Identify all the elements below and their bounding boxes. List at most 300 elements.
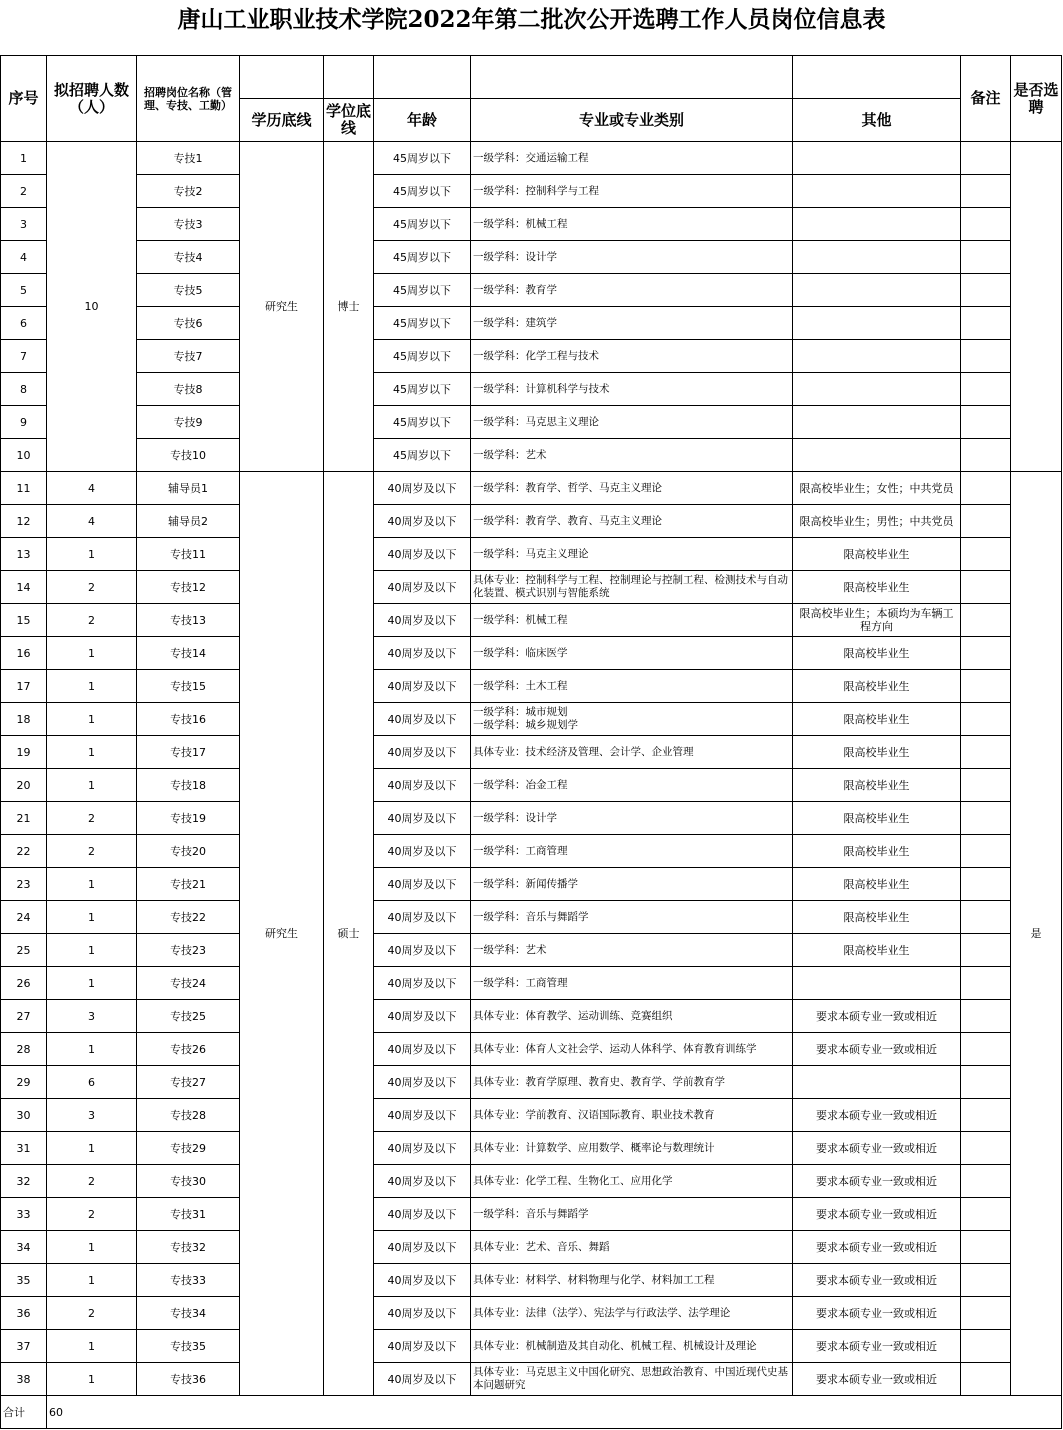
row-count: 1: [47, 901, 137, 934]
row-seq: 27: [1, 1000, 47, 1033]
row-seq: 14: [1, 571, 47, 604]
row-other: 要求本硕专业一致或相近: [793, 1099, 961, 1132]
row-age: 40周岁及以下: [374, 703, 471, 736]
row-seq: 26: [1, 967, 47, 1000]
row-seq: 23: [1, 868, 47, 901]
row-other: 限高校毕业生: [793, 769, 961, 802]
table-row: [1, 967, 1062, 1000]
table-row: [1, 208, 1062, 241]
table-row: [1, 1330, 1062, 1363]
row-count: 1: [47, 868, 137, 901]
row-other: [793, 274, 961, 307]
row-other: 要求本硕专业一致或相近: [793, 1297, 961, 1330]
row-note: [961, 835, 1011, 868]
row-count: 1: [47, 1264, 137, 1297]
row-count: 1: [47, 703, 137, 736]
row-age: 45周岁以下: [374, 373, 471, 406]
row-age: 40周岁及以下: [374, 670, 471, 703]
row-major: 一级学科：土木工程: [471, 670, 793, 703]
row-count: 1: [47, 1363, 137, 1396]
header-age: 年龄: [374, 99, 471, 142]
row-count: 2: [47, 802, 137, 835]
table-row: [1, 670, 1062, 703]
row-note: [961, 175, 1011, 208]
row-seq: 1: [1, 142, 47, 175]
row-major: 具体专业：体育人文社会学、运动人体科学、体育教育训练学: [471, 1033, 793, 1066]
row-other: 限高校毕业生；女性；中共党员: [793, 472, 961, 505]
row-position: 专技2: [137, 175, 240, 208]
header-other: 其他: [793, 99, 961, 142]
row-age: 40周岁及以下: [374, 835, 471, 868]
row-age: 40周岁及以下: [374, 1330, 471, 1363]
row-position: 专技32: [137, 1231, 240, 1264]
row-note: [961, 406, 1011, 439]
row-major: 一级学科：临床医学: [471, 637, 793, 670]
row-seq: 11: [1, 472, 47, 505]
row-position: 专技36: [137, 1363, 240, 1396]
header-blank-cell: [324, 56, 374, 99]
row-seq: 34: [1, 1231, 47, 1264]
row-count: 1: [47, 967, 137, 1000]
row-count: 1: [47, 1132, 137, 1165]
header-row-top: [1, 56, 1062, 99]
row-major: 具体专业：技术经济及管理、会计学、企业管理: [471, 736, 793, 769]
total-value: 60: [47, 1396, 1062, 1429]
row-other: 要求本硕专业一致或相近: [793, 1033, 961, 1066]
row-seq: 38: [1, 1363, 47, 1396]
row-other: [793, 241, 961, 274]
header-edu: 学历底线: [240, 99, 324, 142]
row-age: 45周岁以下: [374, 208, 471, 241]
row-seq: 7: [1, 340, 47, 373]
row-age: 40周岁及以下: [374, 967, 471, 1000]
table-row: [1, 1132, 1062, 1165]
row-major: 具体专业：学前教育、汉语国际教育、职业技术教育: [471, 1099, 793, 1132]
row-major: 一级学科：马克主义理论: [471, 538, 793, 571]
table-row: [1, 835, 1062, 868]
row-position: 专技26: [137, 1033, 240, 1066]
row-note: [961, 1330, 1011, 1363]
row-note: [961, 1099, 1011, 1132]
row-other: [793, 208, 961, 241]
row-age: 40周岁及以下: [374, 637, 471, 670]
row-other: [793, 1066, 961, 1099]
row-note: [961, 703, 1011, 736]
row-count: 1: [47, 1033, 137, 1066]
row-major: 具体专业：体育教学、运动训练、竞赛组织: [471, 1000, 793, 1033]
row-seq: 6: [1, 307, 47, 340]
row-major: 一级学科：音乐与舞蹈学: [471, 1198, 793, 1231]
row-seq: 21: [1, 802, 47, 835]
row-count: 1: [47, 637, 137, 670]
table-row: [1, 1099, 1062, 1132]
row-age: 40周岁及以下: [374, 1132, 471, 1165]
row-other: 要求本硕专业一致或相近: [793, 1000, 961, 1033]
row-age: 45周岁以下: [374, 406, 471, 439]
row-age: 40周岁及以下: [374, 934, 471, 967]
row-major: 一级学科：建筑学: [471, 307, 793, 340]
row-seq: 12: [1, 505, 47, 538]
row-note: [961, 505, 1011, 538]
row-position: 专技6: [137, 307, 240, 340]
row-age: 40周岁及以下: [374, 1297, 471, 1330]
row-count: 1: [47, 538, 137, 571]
table-row: [1, 175, 1062, 208]
row-position: 辅导员2: [137, 505, 240, 538]
row-count: 1: [47, 1330, 137, 1363]
table-row: [1, 1231, 1062, 1264]
row-position: 专技23: [137, 934, 240, 967]
row-other: 限高校毕业生: [793, 736, 961, 769]
row-seq: 32: [1, 1165, 47, 1198]
row-major: 具体专业：马克思主义中国化研究、思想政治教育、中国近现代史基本问题研究: [471, 1363, 793, 1396]
row-seq: 33: [1, 1198, 47, 1231]
row-other: 限高校毕业生；本硕均为车辆工程方向: [793, 604, 961, 637]
row-major: 具体专业：艺术、音乐、舞蹈: [471, 1231, 793, 1264]
row-position: 专技18: [137, 769, 240, 802]
row-seq: 30: [1, 1099, 47, 1132]
row-other: 限高校毕业生: [793, 538, 961, 571]
row-major: 具体专业：机械制造及其自动化、机械工程、机械设计及理论: [471, 1330, 793, 1363]
row-note: [961, 934, 1011, 967]
row-other: [793, 340, 961, 373]
row-seq: 17: [1, 670, 47, 703]
row-other: 要求本硕专业一致或相近: [793, 1165, 961, 1198]
row-seq: 3: [1, 208, 47, 241]
row-other: 限高校毕业生: [793, 703, 961, 736]
row-seq: 13: [1, 538, 47, 571]
edu-group-master: 研究生: [240, 472, 324, 1396]
row-position: 专技7: [137, 340, 240, 373]
row-major: 一级学科：冶金工程: [471, 769, 793, 802]
row-position: 专技33: [137, 1264, 240, 1297]
row-position: 专技1: [137, 142, 240, 175]
row-other: 限高校毕业生: [793, 670, 961, 703]
row-major: 具体专业：材料学、材料物理与化学、材料加工工程: [471, 1264, 793, 1297]
row-age: 40周岁及以下: [374, 1033, 471, 1066]
row-seq: 10: [1, 439, 47, 472]
row-note: [961, 340, 1011, 373]
row-major: 一级学科：交通运输工程: [471, 142, 793, 175]
row-position: 专技3: [137, 208, 240, 241]
row-count: 2: [47, 1297, 137, 1330]
header-blank-cell: [374, 56, 471, 99]
row-age: 40周岁及以下: [374, 571, 471, 604]
table-row: [1, 1264, 1062, 1297]
row-seq: 8: [1, 373, 47, 406]
row-seq: 9: [1, 406, 47, 439]
row-count: 6: [47, 1066, 137, 1099]
recruitment-table: [0, 55, 1062, 1429]
table-row: [1, 142, 1062, 175]
row-position: 专技5: [137, 274, 240, 307]
table-row: [1, 505, 1062, 538]
row-age: 45周岁以下: [374, 241, 471, 274]
row-position: 专技24: [137, 967, 240, 1000]
table-row: [1, 1000, 1062, 1033]
row-major: 一级学科：机械工程: [471, 604, 793, 637]
row-seq: 4: [1, 241, 47, 274]
row-note: [961, 604, 1011, 637]
row-age: 45周岁以下: [374, 142, 471, 175]
row-note: [961, 1198, 1011, 1231]
row-major: 一级学科：工商管理: [471, 835, 793, 868]
row-age: 40周岁及以下: [374, 538, 471, 571]
row-position: 专技15: [137, 670, 240, 703]
row-note: [961, 142, 1011, 175]
row-age: 40周岁及以下: [374, 1066, 471, 1099]
table-row: [1, 571, 1062, 604]
row-major: 一级学科：新闻传播学: [471, 868, 793, 901]
row-seq: 29: [1, 1066, 47, 1099]
row-count: 2: [47, 1165, 137, 1198]
row-position: 专技31: [137, 1198, 240, 1231]
row-major: 一级学科：音乐与舞蹈学: [471, 901, 793, 934]
row-note: [961, 736, 1011, 769]
select-group-master: 是: [1011, 472, 1062, 1396]
row-seq: 31: [1, 1132, 47, 1165]
row-other: 限高校毕业生；男性；中共党员: [793, 505, 961, 538]
row-note: [961, 241, 1011, 274]
row-note: [961, 1165, 1011, 1198]
row-note: [961, 901, 1011, 934]
table-row: [1, 1066, 1062, 1099]
row-age: 45周岁以下: [374, 340, 471, 373]
row-count: 1: [47, 1231, 137, 1264]
row-seq: 19: [1, 736, 47, 769]
table-row: [1, 901, 1062, 934]
row-age: 40周岁及以下: [374, 1165, 471, 1198]
row-count: 1: [47, 670, 137, 703]
row-seq: 20: [1, 769, 47, 802]
row-note: [961, 637, 1011, 670]
row-note: [961, 571, 1011, 604]
table-row: [1, 736, 1062, 769]
row-note: [961, 1066, 1011, 1099]
table-row: [1, 1297, 1062, 1330]
row-other: 要求本硕专业一致或相近: [793, 1363, 961, 1396]
table-row: [1, 769, 1062, 802]
row-note: [961, 868, 1011, 901]
row-note: [961, 274, 1011, 307]
row-seq: 36: [1, 1297, 47, 1330]
row-seq: 22: [1, 835, 47, 868]
table-row: [1, 439, 1062, 472]
row-major: 一级学科：艺术: [471, 439, 793, 472]
table-row: [1, 802, 1062, 835]
row-seq: 25: [1, 934, 47, 967]
row-other: 要求本硕专业一致或相近: [793, 1231, 961, 1264]
row-age: 40周岁及以下: [374, 901, 471, 934]
row-age: 40周岁及以下: [374, 1000, 471, 1033]
row-other: [793, 439, 961, 472]
row-note: [961, 1000, 1011, 1033]
row-major: 一级学科：城市规划 一级学科：城乡规划学: [471, 703, 793, 736]
row-other: 限高校毕业生: [793, 571, 961, 604]
row-major: 一级学科：艺术: [471, 934, 793, 967]
row-count: 2: [47, 604, 137, 637]
row-note: [961, 1363, 1011, 1396]
row-age: 40周岁及以下: [374, 868, 471, 901]
row-seq: 15: [1, 604, 47, 637]
row-age: 40周岁及以下: [374, 1264, 471, 1297]
table-row: [1, 340, 1062, 373]
row-seq: 24: [1, 901, 47, 934]
table-row: [1, 1165, 1062, 1198]
row-position: 专技27: [137, 1066, 240, 1099]
row-age: 40周岁及以下: [374, 802, 471, 835]
row-position: 专技19: [137, 802, 240, 835]
table-row: [1, 373, 1062, 406]
row-position: 专技13: [137, 604, 240, 637]
row-other: 限高校毕业生: [793, 637, 961, 670]
row-position: 专技10: [137, 439, 240, 472]
row-note: [961, 538, 1011, 571]
row-age: 40周岁及以下: [374, 505, 471, 538]
table-row: [1, 472, 1062, 505]
count-group-phd: 10: [47, 142, 137, 472]
row-other: 限高校毕业生: [793, 835, 961, 868]
row-major: 具体专业：控制科学与工程、控制理论与控制工程、检测技术与自动化装置、模式识别与智能系统: [471, 571, 793, 604]
row-other: 要求本硕专业一致或相近: [793, 1132, 961, 1165]
row-note: [961, 967, 1011, 1000]
row-position: 专技29: [137, 1132, 240, 1165]
page-title: 唐山工业职业技术学院2022年第二批次公开选聘工作人员岗位信息表: [177, 6, 886, 33]
row-count: 1: [47, 736, 137, 769]
row-position: 专技8: [137, 373, 240, 406]
row-note: [961, 307, 1011, 340]
row-position: 专技11: [137, 538, 240, 571]
row-age: 40周岁及以下: [374, 472, 471, 505]
table-row: [1, 703, 1062, 736]
row-seq: 16: [1, 637, 47, 670]
row-major: 一级学科：工商管理: [471, 967, 793, 1000]
row-other: [793, 175, 961, 208]
row-position: 专技16: [137, 703, 240, 736]
total-row: [1, 1396, 1062, 1429]
row-count: 3: [47, 1000, 137, 1033]
row-age: 40周岁及以下: [374, 1363, 471, 1396]
row-note: [961, 1231, 1011, 1264]
row-position: 专技28: [137, 1099, 240, 1132]
row-position: 专技21: [137, 868, 240, 901]
row-count: 2: [47, 835, 137, 868]
row-position: 辅导员1: [137, 472, 240, 505]
header-degree: 学位底线: [324, 99, 374, 142]
row-note: [961, 1297, 1011, 1330]
total-label: 合计: [1, 1396, 47, 1429]
row-note: [961, 670, 1011, 703]
row-position: 专技20: [137, 835, 240, 868]
row-major: 一级学科：教育学、哲学、马克主义理论: [471, 472, 793, 505]
row-seq: 28: [1, 1033, 47, 1066]
row-major: 具体专业：化学工程、生物化工、应用化学: [471, 1165, 793, 1198]
row-age: 40周岁及以下: [374, 604, 471, 637]
header-blank-cell: [471, 56, 793, 99]
row-note: [961, 769, 1011, 802]
row-age: 40周岁及以下: [374, 1198, 471, 1231]
row-position: 专技9: [137, 406, 240, 439]
row-other: [793, 373, 961, 406]
row-age: 40周岁及以下: [374, 736, 471, 769]
header-seq: 序号: [1, 56, 47, 142]
row-other: 要求本硕专业一致或相近: [793, 1198, 961, 1231]
row-position: 专技25: [137, 1000, 240, 1033]
table-row: [1, 406, 1062, 439]
row-major: 一级学科：教育学、教育、马克主义理论: [471, 505, 793, 538]
table-row: [1, 934, 1062, 967]
select-blank-phd: [1011, 142, 1062, 472]
row-position: 专技14: [137, 637, 240, 670]
row-note: [961, 472, 1011, 505]
row-other: 限高校毕业生: [793, 868, 961, 901]
row-major: 具体专业：教育学原理、教育史、教育学、学前教育学: [471, 1066, 793, 1099]
row-count: 4: [47, 472, 137, 505]
row-note: [961, 802, 1011, 835]
row-major: 一级学科：机械工程: [471, 208, 793, 241]
row-note: [961, 1264, 1011, 1297]
row-count: 2: [47, 571, 137, 604]
table-row: [1, 538, 1062, 571]
row-age: 45周岁以下: [374, 175, 471, 208]
row-other: [793, 142, 961, 175]
table-row: [1, 637, 1062, 670]
row-major: 一级学科：控制科学与工程: [471, 175, 793, 208]
degree-group-phd: 博士: [324, 142, 374, 472]
row-count: 1: [47, 934, 137, 967]
row-age: 45周岁以下: [374, 307, 471, 340]
header-major: 专业或专业类别: [471, 99, 793, 142]
row-count: 3: [47, 1099, 137, 1132]
row-major: 具体专业：计算数学、应用数学、概率论与数理统计: [471, 1132, 793, 1165]
row-major: 一级学科：化学工程与技术: [471, 340, 793, 373]
row-major: 具体专业：法律（法学）、宪法学与行政法学、法学理论: [471, 1297, 793, 1330]
row-seq: 2: [1, 175, 47, 208]
row-age: 45周岁以下: [374, 439, 471, 472]
row-position: 专技22: [137, 901, 240, 934]
row-age: 40周岁及以下: [374, 769, 471, 802]
row-position: 专技34: [137, 1297, 240, 1330]
row-count: 1: [47, 769, 137, 802]
row-note: [961, 439, 1011, 472]
row-other: [793, 406, 961, 439]
header-blank-cell: [793, 56, 961, 99]
row-other: [793, 967, 961, 1000]
row-position: 专技30: [137, 1165, 240, 1198]
edu-group-phd: 研究生: [240, 142, 324, 472]
header-count: 拟招聘人数（人）: [47, 56, 137, 142]
row-other: 限高校毕业生: [793, 802, 961, 835]
table-row: [1, 1363, 1062, 1396]
row-seq: 35: [1, 1264, 47, 1297]
table-row: [1, 274, 1062, 307]
row-other: 要求本硕专业一致或相近: [793, 1264, 961, 1297]
row-major: 一级学科：马克思主义理论: [471, 406, 793, 439]
row-major: 一级学科：教育学: [471, 274, 793, 307]
header-position: 招聘岗位名称（管理、专技、工勤）: [137, 56, 240, 142]
row-seq: 18: [1, 703, 47, 736]
row-other: 限高校毕业生: [793, 901, 961, 934]
table-row: [1, 604, 1062, 637]
row-age: 45周岁以下: [374, 274, 471, 307]
table-row: [1, 241, 1062, 274]
row-major: 一级学科：设计学: [471, 241, 793, 274]
row-position: 专技12: [137, 571, 240, 604]
header-note: 备注: [961, 56, 1011, 142]
row-seq: 5: [1, 274, 47, 307]
table-row: [1, 307, 1062, 340]
row-note: [961, 373, 1011, 406]
